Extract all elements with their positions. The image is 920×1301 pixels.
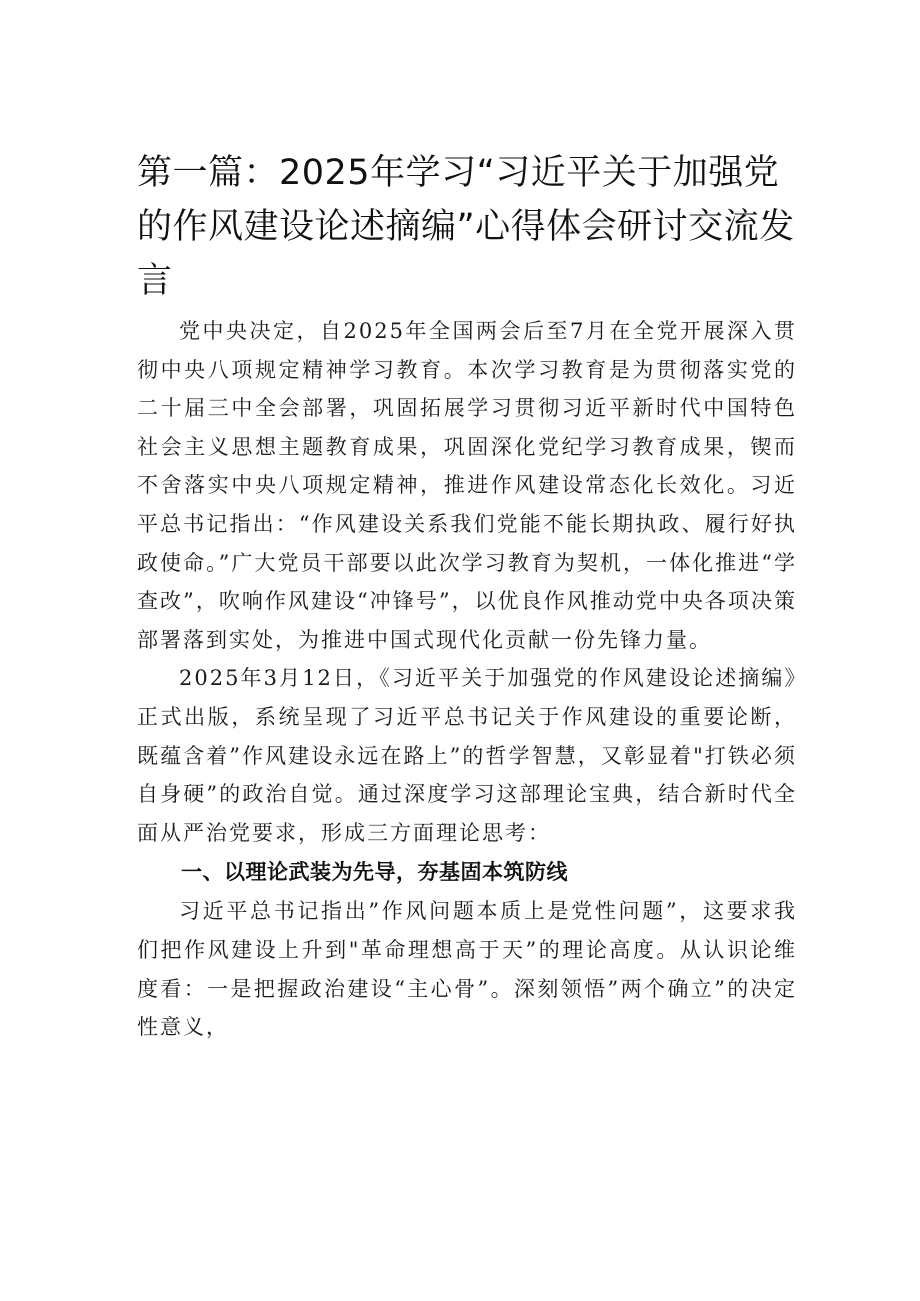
section-heading: 一、以理论武装为先导，夯基固本筑防线 [181,860,568,885]
paragraph-publication: 2025年3月12日，《习近平关于加强党的作风建设论述摘编》正式出版，系统呈现了习近平总书记关于作风建设的重要论断，既蕴含着”作风建设永远在路上”的哲学智慧，又彰显着"打铁必须自身硬”的政治自觉。通过深度学习这部理论宝典，结合新时代全面从严治党要求，形成三方面理论思考： [137,666,797,845]
document-body [137,312,797,1047]
paragraph-section-one: 习近平总书记指出”作风问题本质上是党性问题”，这要求我们把作风建设上升到"革命理想高于天”的理论高度。从认识论维度看：一是把握政治建设“主心骨”。深刻领悟”两个确立”的决定性意义， [137,899,797,1040]
document-title: 第一篇：2025年学习“习近平关于加强党的作风建设论述摘编”心得体会研讨交流发言 [137,153,795,301]
paragraph-intro: 党中央决定，自2025年全国两会后至7月在全党开展深入贯彻中央八项规定精神学习教育。本次学习教育是为贯彻落实党的二十届三中全会部署，巩固拓展学习贯彻习近平新时代中国特色社会主义思想主题教育成果，巩固深化党纪学习教育成果，锲而不舍落实中央八项规定精神，推进作风建设常态化长效化。习近平总书记指出：“作风建设关系我们党能不能长期执政、履行好执政使命。”广大党员干部要以此次学习教育为契机，一体化推进“学查改”，吹响作风建设“冲锋号”，以优良作风推动党中央各项决策部署落到实处，为推进中国式现代化贡献一份先锋力量。 [137,319,797,652]
